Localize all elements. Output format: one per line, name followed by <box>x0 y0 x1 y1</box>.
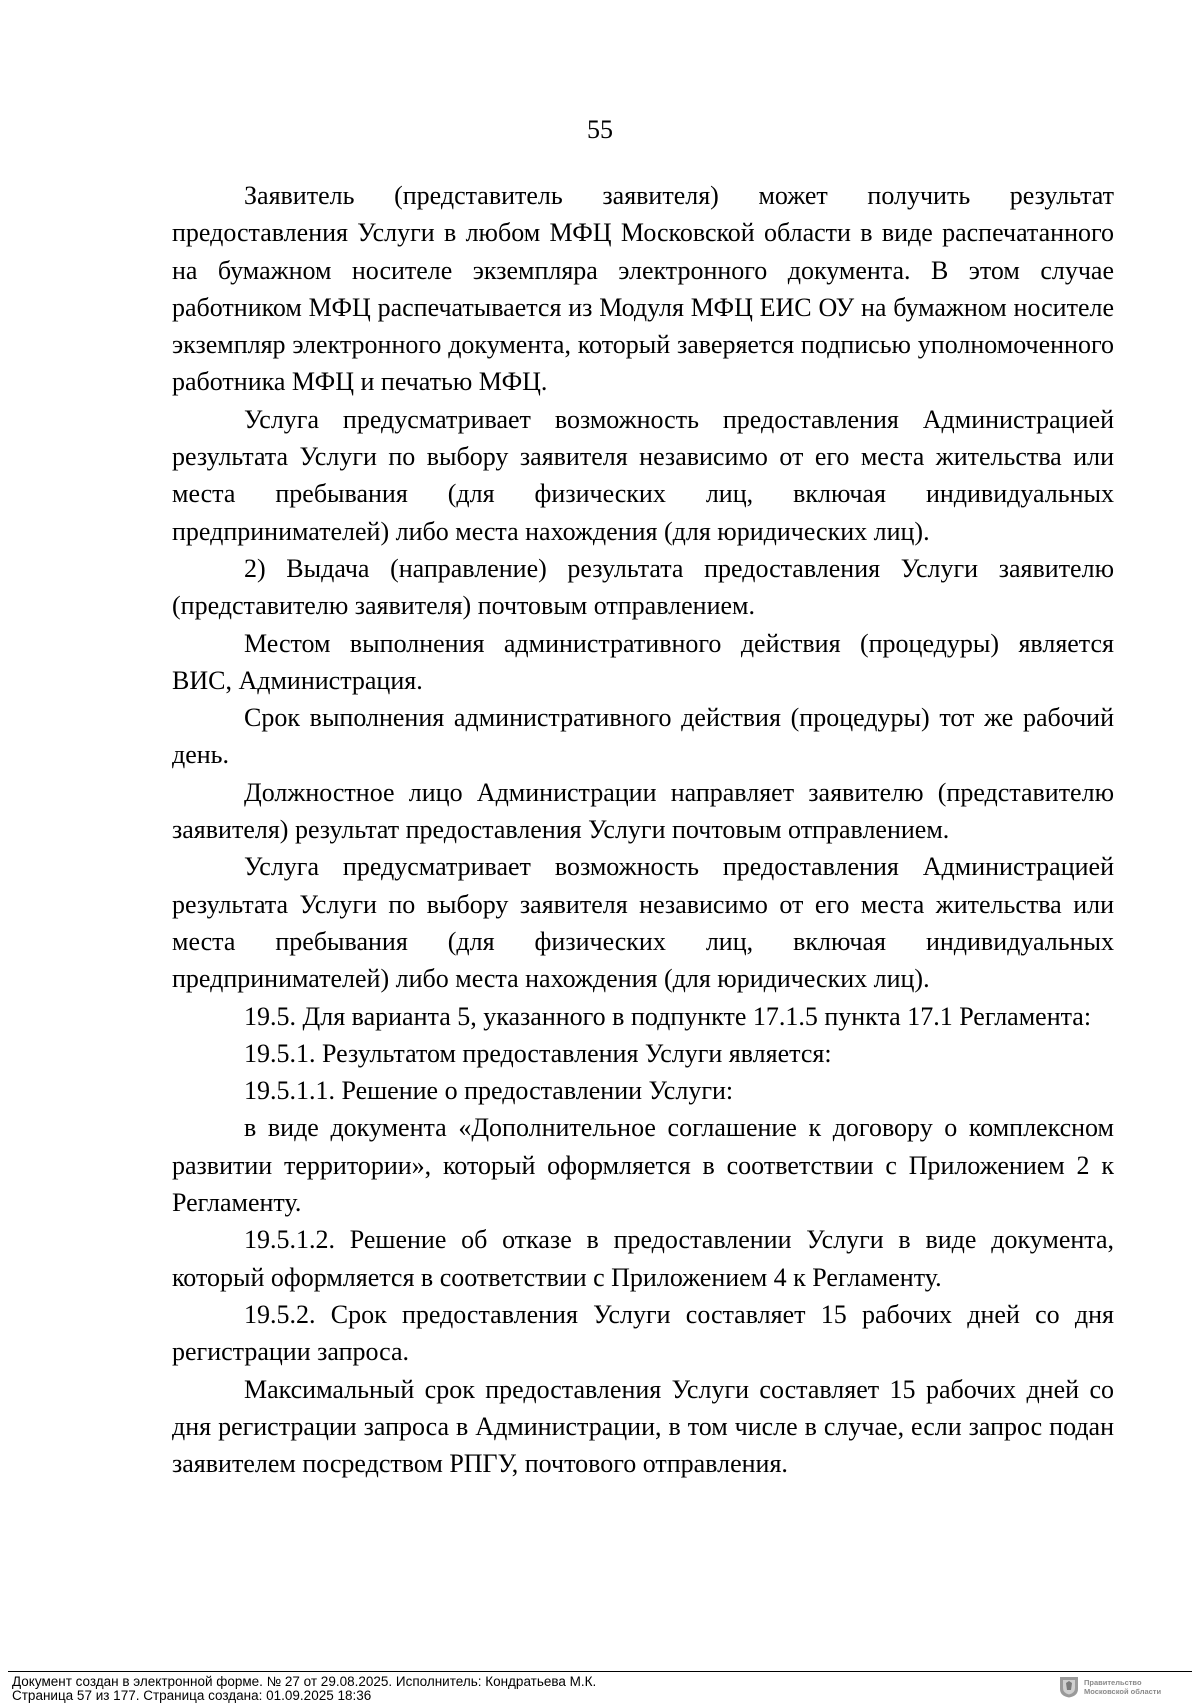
paragraph: 2) Выдача (направление) результата предоставления Услуги заявителю (представителю заявителя) почтовым отправлением. <box>172 553 1114 621</box>
logo-caption-line-1: Правительство <box>1084 1678 1142 1687</box>
paragraph: Местом выполнения административного действия (процедуры) является ВИС, Администрация. <box>172 628 1114 695</box>
logo-caption-line-2: Московской области <box>1084 1687 1162 1696</box>
paragraph: 19.5.2. Срок предоставления Услуги составляет 15 рабочих дней со дня регистрации запроса. <box>172 1299 1114 1367</box>
paragraph: 19.5.1.1. Решение о предоставлении Услуги: <box>244 1076 734 1106</box>
paragraph: 19.5.1.2. Решение об отказе в предоставлении Услуги в виде документа, который оформляется в соответствии с Приложением 4 к Регламенту. <box>172 1225 1114 1292</box>
paragraph: Услуга предусматривает возможность предоставления Администрацией результата Услуги по выбору заявителя независимо от его места жительства или места пребывания (для физических лиц, включая индивидуальных предпринимателей) либо места нахождения (для юридических лиц). <box>172 852 1114 994</box>
page-number: 55 <box>587 115 613 144</box>
paragraph: Услуга предусматривает возможность предоставления Администрацией результата Услуги по выбору заявителя независимо от его места жительства или места пребывания (для физических лиц, включая индивидуальных предпринимателей) либо места нахождения (для юридических лиц). <box>172 404 1114 546</box>
document-footer <box>0 1671 1200 1703</box>
paragraph: Заявитель (представитель заявителя) может получить результат предоставления Услуги в любом МФЦ Московской области в виде распечатанного на бумажном носителе экземпляра электронного документа. В этом случае работником МФЦ распечатывается из Модуля МФЦ ЕИС ОУ на бумажном носителе экземпляр электронного документа, который заверяется подписью уполномоченного работника МФЦ и печатью МФЦ. <box>172 181 1114 397</box>
paragraph: в виде документа «Дополнительное соглашение к договору о комплексном развитии территории», который оформляется в соответствии с Приложением 2 к Регламенту. <box>172 1113 1114 1218</box>
footer-page-info: Страница 57 из 177. Страница создана: 01.09.2025 18:36 <box>12 1688 372 1703</box>
emblem-shield-icon <box>1060 1677 1078 1698</box>
footer-divider <box>8 1671 1192 1672</box>
government-emblem-logo <box>1058 1676 1198 1698</box>
paragraph: Максимальный срок предоставления Услуги составляет 15 рабочих дней со дня регистрации запроса в Администрации, в том числе в случае, если запрос подан заявителем посредством РПГУ, почтового отправления. <box>172 1374 1114 1479</box>
document-body <box>172 177 1114 1482</box>
paragraph: 19.5. Для варианта 5, указанного в подпункте 17.1.5 пункта 17.1 Регламента: <box>244 1001 1092 1031</box>
paragraph: Должностное лицо Администрации направляет заявителю (представителю заявителя) результат предоставления Услуги почтовым отправлением. <box>172 777 1114 845</box>
footer-document-info: Документ создан в электронной форме. № 27 от 29.08.2025. Исполнитель: Кондратьева М.К. <box>12 1674 597 1689</box>
paragraph: Срок выполнения административного действия (процедуры) тот же рабочий день. <box>172 703 1114 770</box>
paragraph: 19.5.1. Результатом предоставления Услуги является: <box>244 1038 832 1068</box>
